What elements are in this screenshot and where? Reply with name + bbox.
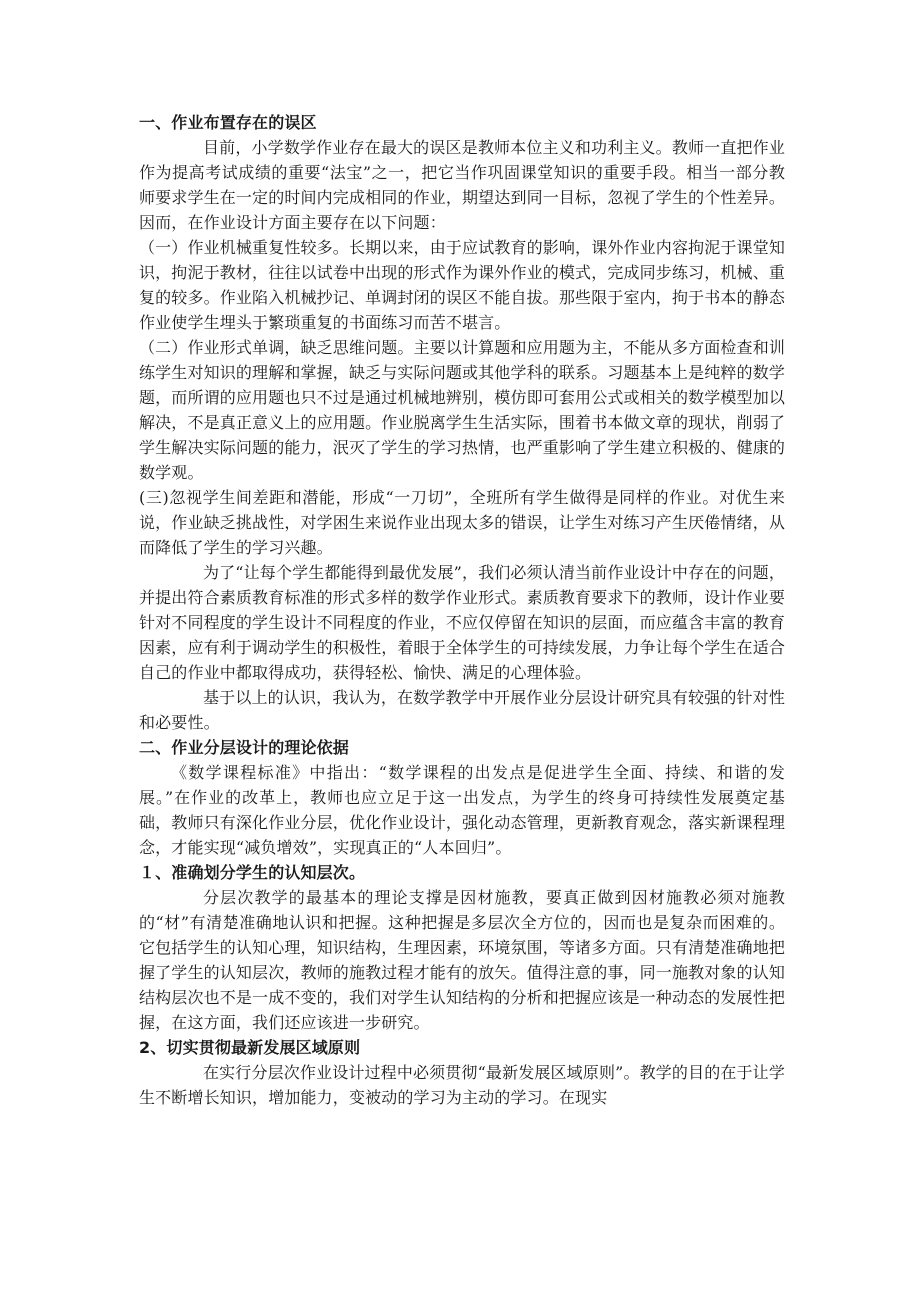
issue2-paragraph: （二）作业形式单调，缺乏思维问题。主要以计算题和应用题为主，不能从多方面检查和训练学生对知识的理解和掌握，缺乏与实际问题或其他学科的联系。习题基本上是纯粹的数学题，而所谓的应用题也只不过是通过机械地辨别，模仿即可套用公式或相关的数学模型加以解决，不是真正意义上的应用题。作业脱离学生生活实际，围着书本做文章的现状，削弱了学生解决实际问题的能力，泯灭了学生的学习热情，也严重影响了学生建立积极的、健康的数学观。: [139, 338, 786, 482]
section2-intro-paragraph: 《数学课程标准》中指出：“数学课程的出发点是促进学生全面、持续、和谐的发展。”在作业的改革上，教师也应立足于这一出发点，为学生的终身可持续性发展奠定基础，教师只有深化作业分层，优化作业设计，强化动态管理，更新教育观念，落实新课程理念，才能实现“减负增效”，实现真正的“人本回归”。: [139, 763, 786, 857]
section1-intro-paragraph: 目前，小学数学作业存在最大的误区是教师本位主义和功利主义。教师一直把作业作为提高考试成绩的重要“法宝”之一，把它当作巩固课堂知识的重要手段。相当一部分教师要求学生在一定的时间内完成相同的作业，期望达到同一目标，忽视了学生的个性差异。因而，在作业设计方面主要存在以下问题：: [139, 138, 786, 232]
subsection2-body: 在实行分层次作业设计过程中必须贯彻“最新发展区域原则”。教学的目的在于让学生不断增长知识，增加能力，变被动的学习为主动的学习。在现实: [139, 1063, 785, 1107]
section2-heading: 二、作业分层设计的理论依据: [139, 738, 349, 757]
subsection1-body: 分层次教学的最基本的理论支撑是因材施教，要真正做到因材施教必须对施教的“材”有清楚准确地认识和把握。这种把握是多层次全方位的，因而也是复杂而困难的。它包括学生的认知心理，知识结构，生理因素，环境氛围，等诸多方面。只有清楚准确地把握了学生的认知层次，教师的施教过程才能有的放矢。值得注意的事，同一施教对象的认知结构层次也不是一成不变的，我们对学生认知结构的分析和把握应该是一种动态的发展性把握，在这方面，我们还应该进一步研究。: [139, 888, 786, 1032]
document-body: [139, 110, 785, 1110]
conclusion-paragraph: 基于以上的认识，我认为，在数学教学中开展作业分层设计研究具有较强的针对性和必要性。: [139, 688, 785, 732]
issue1-paragraph: （一）作业机械重复性较多。长期以来，由于应试教育的影响，课外作业内容拘泥于课堂知识，拘泥于教材，往往以试卷中出现的形式作为课外作业的模式，完成同步练习，机械、重复的较多。作业陷入机械抄记、单调封闭的误区不能自拔。那些限于室内，拘于书本的静态作业使学生埋头于繁琐重复的书面练习而苦不堪言。: [139, 238, 786, 332]
goal-paragraph: 为了“让每个学生都能得到最优发展”，我们必须认清当前作业设计中存在的问题，并提出符合素质教育标准的形式多样的数学作业形式。素质教育要求下的教师，设计作业要针对不同程度的学生设计不同程度的作业，不应仅停留在知识的层面，而应蕴含丰富的教育因素，应有利于调动学生的积极性，着眼于全体学生的可持续发展，力争让每个学生在适合自己的作业中都取得成功，获得轻松、愉快、满足的心理体验。: [139, 563, 786, 682]
subsection2-heading: 2、切实贯彻最新发展区域原则: [139, 1038, 361, 1057]
subsection1-heading: １、准确划分学生的认知层次。: [139, 863, 366, 882]
issue3-paragraph: (三)忽视学生间差距和潜能，形成“一刀切”，全班所有学生做得是同样的作业。对优生来说，作业缺乏挑战性，对学困生来说作业出现太多的错误，让学生对练习产生厌倦情绪，从而降低了学生的学习兴趣。: [139, 488, 786, 557]
section1-heading: 一、作业布置存在的误区: [139, 113, 317, 132]
